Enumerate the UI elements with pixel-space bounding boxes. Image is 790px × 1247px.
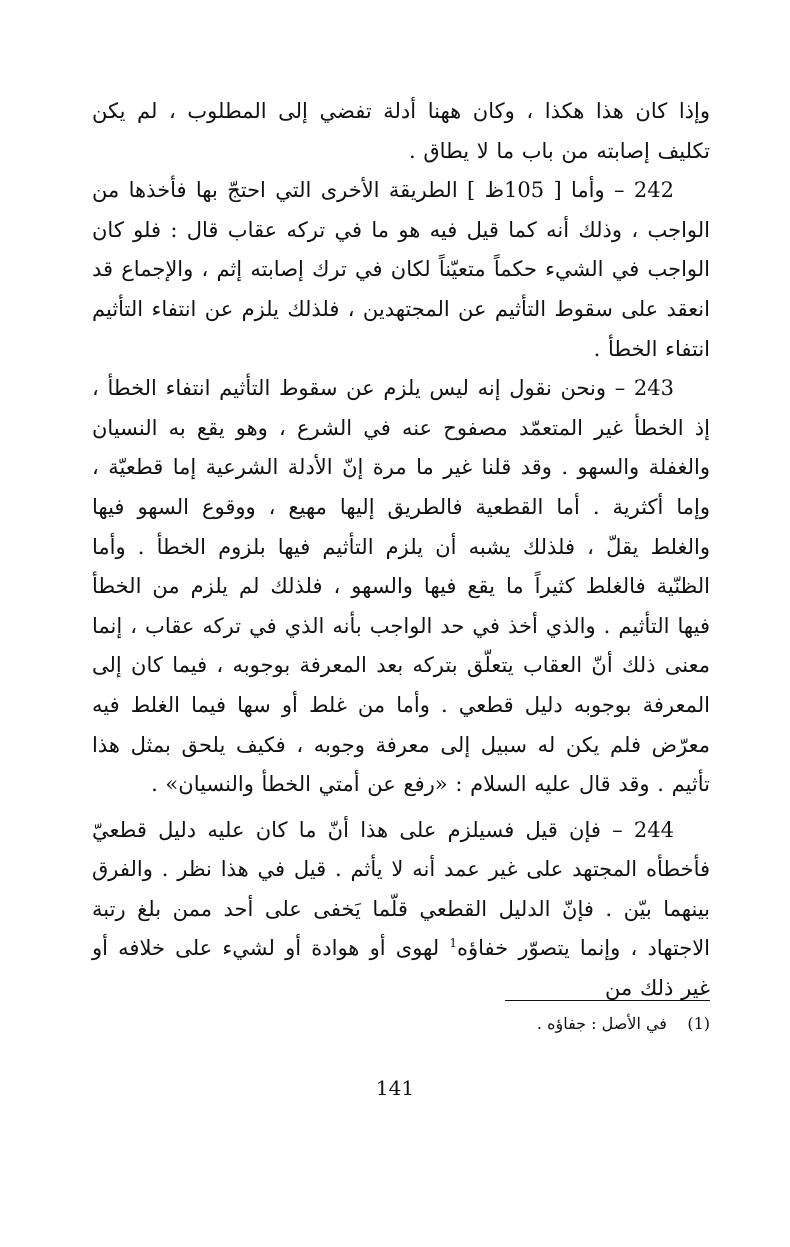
paragraph-intro: وإذا كان هذا هكذا ، وكان ههنا أدلة تفضي إلى المطلوب ، لم يكن تكليف إصابته من باب ما لا يطاق . — [92, 99, 710, 163]
paragraph-244-text-b: لهوى أو هوادة أو لشيء على خلافه أو غير ذلك من — [92, 936, 710, 1001]
paragraph-244 — [92, 811, 710, 1009]
paragraph-243: 243 – ونحن نقول إنه ليس يلزم عن سقوط التأثيم انتفاء الخطأ ، إذ الخطأ غير المتعمّد مصفوح عنه في الشرع ، وهو يقع به النسيان والغفلة والسهو . وقد قلنا غير ما مرة إنّ الأدلة الشرعية إما قطعيّة ، وإما أكثرية . أما القطعية فالطريق إليها مهيع ، ووقوع السهو فيها والغلط يقلّ ، فلذلك يشبه أن يلزم التأثيم فيها بلزوم الخطأ . وأما الظنّية فالغلط كثيراً ما يقع فيها والسهو ، فلذلك لم يلزم من الخطأ فيها التأثيم . والذي أخذ في حد الواجب بأنه الذي في تركه عقاب ، إنما معنى ذلك أنّ العقاب يتعلّق بتركه بعد المعرفة بوجوبه ، فيما كان إلى المعرفة بوجوبه دليل قطعي . وأما من غلط أو سها فيما الغلط فيه معرّض فلم يكن له سبيل إلى معرفة وجوبه ، فكيف يلحق بمثل هذا تأثيم . وقد قال عليه السلام : «رفع عن أمتي الخطأ والنسيان» . — [92, 376, 710, 797]
footnote-number: (1) — [687, 1014, 710, 1033]
main-text — [92, 92, 710, 1009]
footnote-text: في الأصل : جفاؤه . — [536, 1014, 667, 1033]
footnote-reference: 1 — [449, 936, 457, 951]
footnote — [300, 1012, 710, 1036]
page-number: 141 — [375, 1076, 415, 1100]
paragraph-242: 242 – وأما [ 105ظ ] الطريقة الأخرى التي احتجّ بها فأخذها من الواجب ، وذلك أنه كما قيل فيه هو ما في تركه عقاب قال : فلو كان الواجب في الشيء حكماً متعيّناً لكان في ترك إصابته إثم ، والإجماع قد انعقد على سقوط التأثيم عن المجتهدين ، فلذلك يلزم عن انتفاء التأثيم انتفاء الخطأ . — [92, 178, 710, 361]
footnote-divider — [505, 1000, 710, 1001]
paragraph-244-text-a: 244 – فإن قيل فسيلزم على هذا أنّ ما كان عليه دليل قطعيّ فأخطأه المجتهد على غير عمد أنه لا يأثم . قيل في هذا نظر . والفرق بينهما بيّن . فإنّ الدليل القطعي قلّما يَخفى على أحد ممن بلغ رتبة الاجتهاد ، وإنما يتصوّر خفاؤه — [92, 817, 710, 961]
